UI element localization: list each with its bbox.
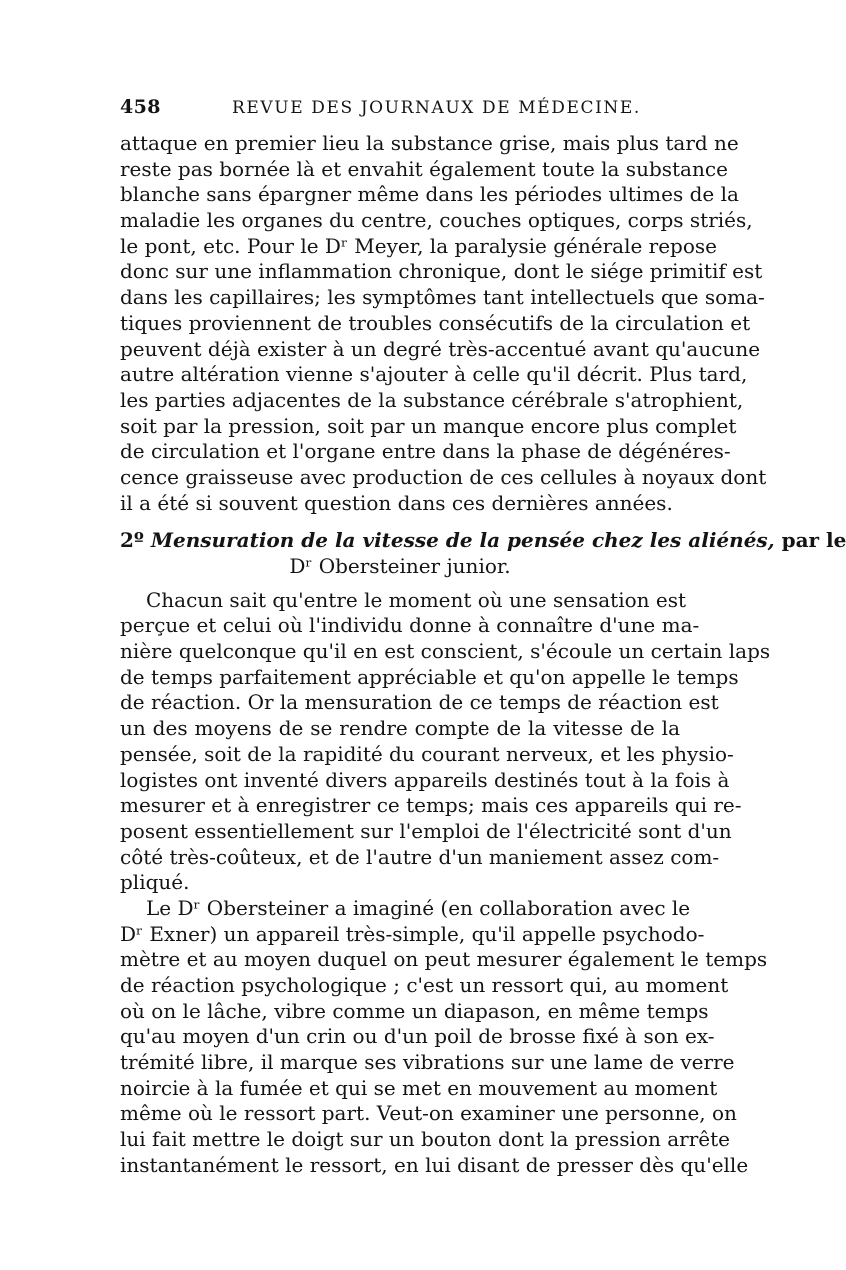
text-line: même où le ressort part. Veut-on examiner une personne, on — [120, 1101, 737, 1126]
text-line: de temps parfaitement appréciable et qu'on appelle le temps — [120, 664, 739, 689]
text-line: donc sur une inflammation chronique, dont le siége primitif est — [120, 259, 763, 284]
text-line: soit par la pression, soit par un manque encore plus complet — [120, 413, 737, 438]
text-line: peuvent déjà exister à un degré très-accentué avant qu'aucune — [120, 336, 761, 361]
text-line: attaque en premier lieu la substance grise, mais plus tard ne — [120, 131, 739, 155]
text-line: Chacun sait qu'entre le moment où une sensation est — [146, 587, 687, 612]
text-line: de circulation et l'organe entre dans la phase de dégénéres- — [120, 439, 731, 464]
text-line: Dʳ Exner) un appareil très-simple, qu'il appelle psychodo- — [120, 921, 705, 946]
text-line: posent essentiellement sur l'emploi de l'électricité sont d'un — [120, 818, 732, 843]
section-title-line — [120, 528, 846, 554]
text-line: le pont, etc. Pour le Dʳ Meyer, la paralysie générale repose — [120, 233, 718, 258]
text-line: logistes ont inventé divers appareils destinés tout à la fois à — [120, 767, 730, 792]
text-line: dans les capillaires; les symptômes tant intellectuels que soma- — [120, 285, 765, 310]
text-line: de réaction. Or la mensuration de ce temps de réaction est — [120, 690, 719, 715]
text-line: mesurer et à enregistrer ce temps; mais ces appareils qui re- — [120, 793, 742, 818]
page-number: 458 — [120, 96, 161, 118]
text-line: les parties adjacentes de la substance cérébrale s'atrophient, — [120, 387, 744, 412]
text-line: qu'au moyen d'un crin ou d'un poil de brosse fixé à son ex- — [120, 1024, 715, 1049]
paragraph-3 — [120, 895, 768, 1179]
section-title: Mensuration de la vitesse de la pensée chez les aliénés, — [150, 528, 775, 553]
text-line: cence graisseuse avec production de ces cellules à noyaux dont — [120, 464, 767, 489]
text-line: instantanément le ressort, en lui disant de presser dès qu'elle — [120, 1152, 749, 1177]
text-line: trémité libre, il marque ses vibrations sur une lame de verre — [120, 1050, 735, 1075]
section-number: 2º — [120, 528, 144, 553]
paragraph-1 — [120, 131, 767, 516]
text-line: autre altération vienne s'ajouter à celle qu'il décrit. Plus tard, — [120, 362, 748, 387]
text-line: il a été si souvent question dans ces dernières années. — [120, 490, 673, 515]
text-line: lui fait mettre le doigt sur un bouton dont la pression arrête — [120, 1127, 730, 1152]
text-line: perçue et celui où l'individu donne à connaître d'une ma- — [120, 613, 700, 638]
body-text — [120, 131, 846, 1179]
text-line: reste pas bornée là et envahit également toute la substance — [120, 156, 728, 181]
text-line: Le Dʳ Obersteiner a imaginé (en collaboration avec le — [146, 895, 691, 920]
text-line: blanche sans épargner même dans les périodes ultimes de la — [120, 182, 739, 207]
text-line: noircie à la fumée et qui se met en mouvement au moment — [120, 1075, 718, 1100]
text-line: mètre et au moyen duquel on peut mesurer également le temps — [120, 947, 768, 972]
text-line: pliqué. — [120, 870, 190, 895]
section-title-rest: par le — [781, 528, 846, 553]
section-heading — [120, 528, 846, 579]
text-line: pensée, soit de la rapidité du courant nerveux, et les physio- — [120, 741, 734, 766]
text-line: tiques proviennent de troubles consécutifs de la circulation et — [120, 310, 751, 335]
text-line: nière quelconque qu'il en est conscient, s'écoule un certain laps — [120, 639, 771, 664]
text-line: maladie les organes du centre, couches optiques, corps striés, — [120, 208, 753, 233]
text-line: un des moyens de se rendre compte de la vitesse de la — [120, 716, 680, 741]
text-line: où on le lâche, vibre comme un diapason, en même temps — [120, 998, 709, 1023]
running-head: REVUE DES JOURNAUX DE MÉDECINE. — [232, 98, 641, 118]
text-line: de réaction psychologique ; c'est un ressort qui, au moment — [120, 973, 729, 997]
section-author: Dʳ Obersteiner junior. — [289, 554, 511, 578]
paragraph-2 — [120, 587, 771, 896]
page-header — [120, 96, 680, 126]
text-line: côté très-coûteux, et de l'autre d'un maniement assez com- — [120, 844, 720, 869]
